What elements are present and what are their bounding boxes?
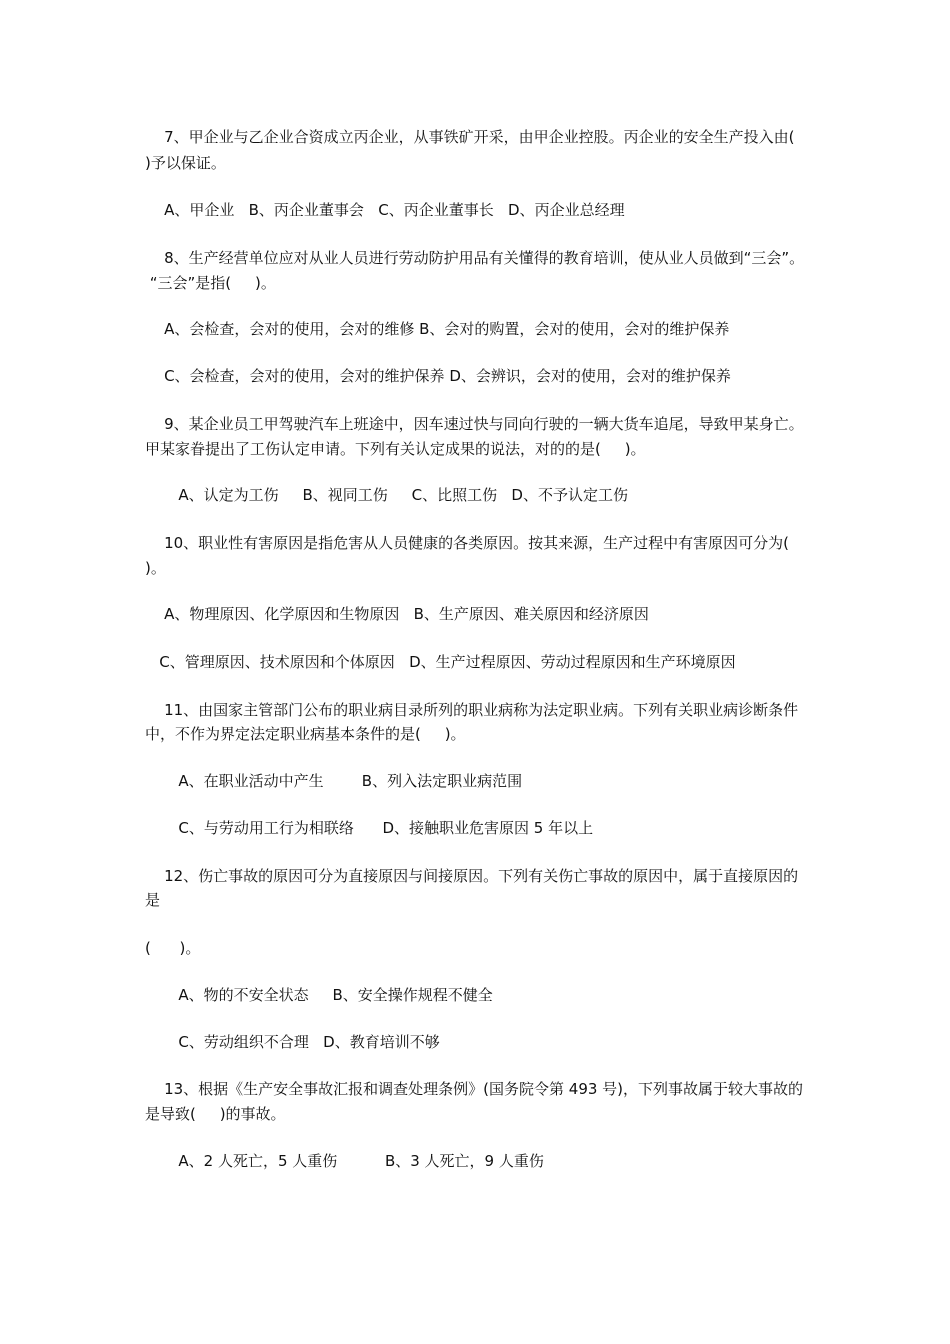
question-11-options-cd: C、与劳动用工行为相联络 D、接触职业危害原因 5 年以上 — [145, 819, 594, 837]
question-12-options-cd: C、劳动组织不合理 D、教育培训不够 — [145, 1033, 440, 1051]
question-10-stem-line-2: )。 — [145, 559, 166, 577]
question-13-stem-line-1: 13、根据《生产安全事故汇报和调查处理条例》(国务院令第 493 号)，下列事故属于较大事故的 — [145, 1080, 804, 1098]
question-11-options-ab: A、在职业活动中产生 B、列入法定职业病范围 — [145, 772, 523, 790]
question-7-stem-line-2: )予以保证。 — [145, 154, 226, 172]
question-12-stem-line-2: 是 — [145, 891, 161, 909]
question-13-options-ab: A、2 人死亡，5 人重伤 B、3 人死亡，9 人重伤 — [145, 1152, 544, 1170]
question-8-stem-line-2: “三会”是指( )。 — [145, 274, 276, 292]
question-7-options: A、甲企业 B、丙企业董事会 C、丙企业董事长 D、丙企业总经理 — [145, 201, 625, 219]
question-8-options-cd: C、会检查，会对的使用，会对的维护保养 D、会辨识，会对的使用，会对的维护保养 — [145, 367, 731, 385]
question-8-options-ab: A、会检查，会对的使用，会对的维修 B、会对的购置，会对的使用，会对的维护保养 — [145, 320, 730, 338]
question-12-options-ab: A、物的不安全状态 B、安全操作规程不健全 — [145, 986, 493, 1004]
question-8-stem-line-1: 8、生产经营单位应对从业人员进行劳动防护用品有关懂得的教育培训，使从业人员做到“三会”。 — [145, 249, 805, 267]
question-9-stem-line-1: 9、某企业员工甲驾驶汽车上班途中，因车速过快与同向行驶的一辆大货车追尾，导致甲某身亡。 — [145, 415, 804, 433]
question-10-options-ab: A、物理原因、化学原因和生物原因 B、生产原因、难关原因和经济原因 — [145, 605, 649, 623]
question-7-stem-line-1: 7、甲企业与乙企业合资成立丙企业，从事铁矿开采，由甲企业控股。丙企业的安全生产投入由( — [145, 128, 795, 146]
question-9-stem-line-2: 甲某家眷提出了工伤认定申请。下列有关认定成果的说法，对的的是( )。 — [145, 440, 646, 458]
question-10-stem-line-1: 10、职业性有害原因是指危害从人员健康的各类原因。按其来源，生产过程中有害原因可分为( — [145, 534, 790, 552]
question-12-stem-line-1: 12、伤亡事故的原因可分为直接原因与间接原因。下列有关伤亡事故的原因中，属于直接原因的 — [145, 867, 799, 885]
question-13-stem-line-2: 是导致( )的事故。 — [145, 1105, 286, 1123]
question-10-options-cd: C、管理原因、技术原因和个体原因 D、生产过程原因、劳动过程原因和生产环境原因 — [145, 653, 736, 671]
question-9-options: A、认定为工伤 B、视同工伤 C、比照工伤 D、不予认定工伤 — [145, 486, 628, 504]
question-11-stem-line-1: 11、由国家主管部门公布的职业病目录所列的职业病称为法定职业病。下列有关职业病诊断条件 — [145, 701, 799, 719]
question-12-stem-line-3: ( )。 — [145, 939, 201, 957]
question-11-stem-line-2: 中，不作为界定法定职业病基本条件的是( )。 — [145, 725, 466, 743]
